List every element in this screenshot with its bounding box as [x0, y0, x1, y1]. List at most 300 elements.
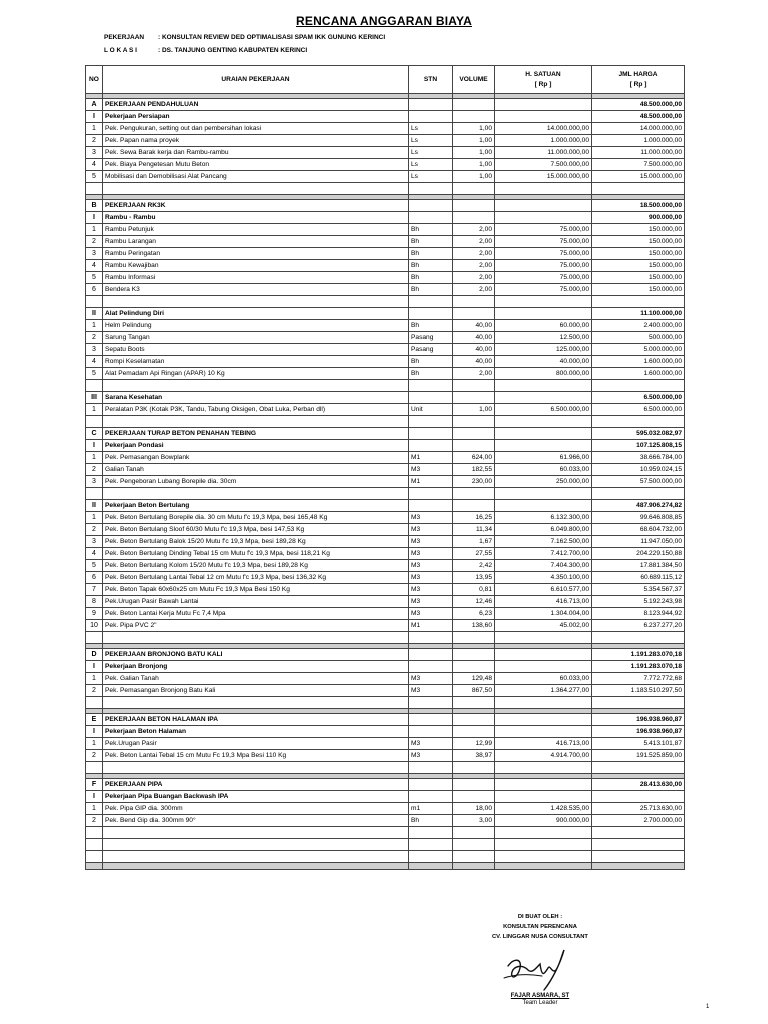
cell-volume: [453, 428, 495, 440]
cell-uraian: Sarana Kesehatan: [103, 392, 409, 404]
cell-no: [86, 827, 103, 839]
cell-uraian: Sepatu Boots: [103, 344, 409, 356]
cell-stn: [409, 661, 453, 673]
cell-uraian: Pek. Pipa PVC 2": [103, 620, 409, 632]
cell-no: 7: [86, 584, 103, 596]
cell-jml: [592, 839, 685, 851]
cell-stn: [409, 428, 453, 440]
cell-jml: 487.906.274,82: [592, 500, 685, 512]
table-row: [86, 548, 685, 560]
cell-no: [86, 697, 103, 709]
cell-hsatuan: 15.000.000,00: [495, 171, 592, 183]
cell-stn: [409, 726, 453, 738]
cell-uraian: Helm Pelindung: [103, 320, 409, 332]
cell-stn: M3: [409, 750, 453, 762]
cell-stn: [409, 500, 453, 512]
cell-no: 1: [86, 803, 103, 815]
cell-stn: Unit: [409, 404, 453, 416]
cell-uraian: Galian Tanah: [103, 464, 409, 476]
cell-stn: [409, 779, 453, 791]
cell-hsatuan: 75.000,00: [495, 284, 592, 296]
header-uraian: URAIAN PEKERJAAN: [103, 66, 409, 94]
cell-no: [86, 632, 103, 644]
cell-stn: [409, 392, 453, 404]
cell-jml: 1.191.283.070,18: [592, 661, 685, 673]
cell-uraian: Rompi Keselamatan: [103, 356, 409, 368]
cell-volume: [453, 440, 495, 452]
cell-jml: 17.881.384,50: [592, 560, 685, 572]
cell-uraian: Sarung Tangan: [103, 332, 409, 344]
cell-jml: 6.500.000,00: [592, 392, 685, 404]
cell-volume: 3,00: [453, 815, 495, 827]
cell-volume: 624,00: [453, 452, 495, 464]
cell-no: B: [86, 200, 103, 212]
cell-volume: 1,00: [453, 171, 495, 183]
cell-volume: [453, 212, 495, 224]
header-stn: STN: [409, 66, 453, 94]
cell-hsatuan: [495, 440, 592, 452]
cell-jml: 107.125.808,15: [592, 440, 685, 452]
cell-volume: [453, 488, 495, 500]
cell-uraian: Rambu - Rambu: [103, 212, 409, 224]
cell-stn: M3: [409, 524, 453, 536]
cell-volume: [453, 714, 495, 726]
section-row: [86, 779, 685, 791]
cell-no: [86, 416, 103, 428]
meta-lokasi: [104, 47, 307, 54]
cell-uraian: Peralatan P3K (Kotak P3K, Tandu, Tabung Oksigen, Obat Luka, Perban dll): [103, 404, 409, 416]
cell-volume: 0,81: [453, 584, 495, 596]
header-jml: [592, 66, 685, 94]
cell-uraian: Pekerjaan Bronjong: [103, 661, 409, 673]
cell-no: I: [86, 440, 103, 452]
cell-volume: 2,00: [453, 224, 495, 236]
cell-jml: [592, 296, 685, 308]
cell-hsatuan: 14.000.000,00: [495, 123, 592, 135]
cell-jml: [592, 762, 685, 774]
cell-no: [86, 839, 103, 851]
table-row: [86, 224, 685, 236]
cell-jml: 900.000,00: [592, 212, 685, 224]
cell-no: 2: [86, 332, 103, 344]
header-hsatuan-line1: H. SATUAN: [525, 70, 561, 78]
cell-uraian: [103, 863, 409, 870]
cell-uraian: [103, 697, 409, 709]
cell-hsatuan: [495, 839, 592, 851]
cell-jml: 5.192.243,98: [592, 596, 685, 608]
cell-volume: 27,55: [453, 548, 495, 560]
table-row: [86, 464, 685, 476]
cell-uraian: Rambu Peringatan: [103, 248, 409, 260]
cell-stn: [409, 714, 453, 726]
cell-volume: [453, 632, 495, 644]
cell-stn: [409, 839, 453, 851]
signer-role: Team Leader: [522, 1000, 558, 1006]
table-row: [86, 750, 685, 762]
cell-stn: M3: [409, 608, 453, 620]
cell-stn: [409, 827, 453, 839]
cell-volume: 38,97: [453, 750, 495, 762]
cell-no: 2: [86, 236, 103, 248]
cell-stn: [409, 649, 453, 661]
cell-volume: 13,95: [453, 572, 495, 584]
cell-no: [86, 851, 103, 863]
cell-no: 2: [86, 464, 103, 476]
cell-jml: 38.666.784,00: [592, 452, 685, 464]
cell-hsatuan: [495, 212, 592, 224]
cell-hsatuan: [495, 791, 592, 803]
cell-jml: 15.000.000,00: [592, 171, 685, 183]
cell-stn: [409, 697, 453, 709]
section-row: [86, 440, 685, 452]
cell-stn: [409, 212, 453, 224]
signer: [470, 993, 610, 1006]
cell-uraian: Alat Pelindung Diri: [103, 308, 409, 320]
cell-no: [86, 380, 103, 392]
cell-hsatuan: [495, 392, 592, 404]
cell-hsatuan: [495, 726, 592, 738]
cell-jml: 595.032.082,97: [592, 428, 685, 440]
cell-volume: 1,00: [453, 404, 495, 416]
cell-no: [86, 296, 103, 308]
meta-pekerjaan: [104, 34, 385, 41]
cell-no: 2: [86, 815, 103, 827]
page-number: 1: [706, 1004, 710, 1010]
cell-no: [86, 762, 103, 774]
cell-hsatuan: 60.033,00: [495, 464, 592, 476]
cell-uraian: PEKERJAAN PIPA: [103, 779, 409, 791]
cell-jml: 196.938.960,87: [592, 714, 685, 726]
cell-stn: Bh: [409, 320, 453, 332]
cell-stn: Bh: [409, 356, 453, 368]
cell-volume: 40,00: [453, 356, 495, 368]
empty-row: [86, 296, 685, 308]
table-row: [86, 560, 685, 572]
cell-hsatuan: [495, 488, 592, 500]
header-hsatuan: [495, 66, 592, 94]
cell-no: I: [86, 212, 103, 224]
cell-uraian: [103, 416, 409, 428]
cell-jml: [592, 851, 685, 863]
cell-no: 5: [86, 368, 103, 380]
cell-hsatuan: 6.500.000,00: [495, 404, 592, 416]
cell-uraian: Pek. Pengeboran Lubang Borepile dia. 30cm: [103, 476, 409, 488]
cell-uraian: Rambu Kewajiban: [103, 260, 409, 272]
cell-jml: [592, 183, 685, 195]
cell-uraian: Pek. Biaya Pengetesan Mutu Beton: [103, 159, 409, 171]
cell-stn: [409, 183, 453, 195]
cell-volume: 6,23: [453, 608, 495, 620]
cell-volume: 40,00: [453, 332, 495, 344]
table-row: [86, 673, 685, 685]
cell-hsatuan: [495, 308, 592, 320]
cell-jml: 150.000,00: [592, 284, 685, 296]
signer-name: FAJAR ASMARA, ST: [510, 993, 570, 999]
table-row: [86, 452, 685, 464]
cell-stn: M1: [409, 452, 453, 464]
empty-row: [86, 697, 685, 709]
cell-hsatuan: [495, 380, 592, 392]
cell-stn: Bh: [409, 260, 453, 272]
cell-volume: [453, 791, 495, 803]
cell-hsatuan: 125.000,00: [495, 344, 592, 356]
cell-hsatuan: 45.002,00: [495, 620, 592, 632]
cell-no: 6: [86, 284, 103, 296]
cell-no: 2: [86, 750, 103, 762]
empty-row: [86, 762, 685, 774]
cell-uraian: [103, 488, 409, 500]
sign-line3: CV. LINGGAR NUSA CONSULTANT: [492, 934, 588, 940]
header-jml-line1: JML HARGA: [618, 70, 658, 78]
cell-no: 8: [86, 596, 103, 608]
cell-hsatuan: [495, 863, 592, 870]
cell-no: F: [86, 779, 103, 791]
cell-jml: 48.500.000,00: [592, 111, 685, 123]
cell-stn: [409, 632, 453, 644]
cell-stn: M1: [409, 476, 453, 488]
cell-hsatuan: [495, 779, 592, 791]
cell-no: 1: [86, 224, 103, 236]
cell-jml: 60.689.115,12: [592, 572, 685, 584]
cell-uraian: Pekerjaan Beton Halaman: [103, 726, 409, 738]
table-row: [86, 368, 685, 380]
cell-hsatuan: [495, 649, 592, 661]
cell-uraian: Pek. Pemasangan Bronjong Batu Kali: [103, 685, 409, 697]
cell-stn: M3: [409, 673, 453, 685]
cell-hsatuan: [495, 697, 592, 709]
cell-no: [86, 183, 103, 195]
cell-uraian: Pek. Beton Bertulang Balok 15/20 Mutu f'c 19,3 Mpa, besi 189,28 Kg: [103, 536, 409, 548]
cell-stn: [409, 863, 453, 870]
table-row: [86, 260, 685, 272]
sign-line2: KONSULTAN PERENCANA: [503, 924, 577, 930]
cell-volume: 129,48: [453, 673, 495, 685]
cell-no: 1: [86, 673, 103, 685]
cell-volume: 12,46: [453, 596, 495, 608]
cell-jml: 150.000,00: [592, 260, 685, 272]
cell-stn: [409, 380, 453, 392]
cell-uraian: [103, 632, 409, 644]
meta-lokasi-label: L O K A S I: [104, 47, 137, 54]
cell-volume: 1,67: [453, 536, 495, 548]
cell-volume: 1,00: [453, 135, 495, 147]
cell-no: 1: [86, 404, 103, 416]
cell-stn: Pasang: [409, 344, 453, 356]
cell-stn: [409, 851, 453, 863]
cell-uraian: Pek. Beton Bertulang Dinding Tebal 15 cm Mutu f'c 19,3 Mpa, besi 118,21 Kg: [103, 548, 409, 560]
cell-stn: [409, 99, 453, 111]
cell-no: 9: [86, 608, 103, 620]
cell-volume: 2,00: [453, 272, 495, 284]
empty-row: [86, 632, 685, 644]
cell-volume: 12,99: [453, 738, 495, 750]
cell-uraian: Pek. Pemasangan Bowplank: [103, 452, 409, 464]
cell-uraian: Pek. Beton Lantai Kerja Mutu Fc 7,4 Mpa: [103, 608, 409, 620]
cell-no: 1: [86, 320, 103, 332]
cell-hsatuan: [495, 111, 592, 123]
cell-no: 1: [86, 738, 103, 750]
cell-uraian: Mobilisasi dan Demobilisasi Alat Pancang: [103, 171, 409, 183]
cell-hsatuan: 6.132.300,00: [495, 512, 592, 524]
cell-volume: 1,00: [453, 123, 495, 135]
cell-jml: 150.000,00: [592, 272, 685, 284]
cell-stn: m1: [409, 803, 453, 815]
cell-uraian: PEKERJAAN RK3K: [103, 200, 409, 212]
cell-hsatuan: [495, 200, 592, 212]
cell-no: 3: [86, 476, 103, 488]
cell-volume: [453, 661, 495, 673]
cell-jml: 6.237.277,20: [592, 620, 685, 632]
cell-volume: 2,00: [453, 248, 495, 260]
cell-no: 6: [86, 572, 103, 584]
cell-hsatuan: 416.713,00: [495, 738, 592, 750]
cell-uraian: Pekerjaan Pondasi: [103, 440, 409, 452]
cell-stn: Ls: [409, 159, 453, 171]
cell-stn: M3: [409, 584, 453, 596]
cell-volume: 40,00: [453, 344, 495, 356]
cell-no: 5: [86, 560, 103, 572]
cell-jml: 1.600.000,00: [592, 356, 685, 368]
cell-uraian: [103, 183, 409, 195]
section-row: [86, 726, 685, 738]
budget-table: [85, 65, 685, 870]
cell-jml: 1.183.510.297,50: [592, 685, 685, 697]
cell-hsatuan: 75.000,00: [495, 272, 592, 284]
cell-uraian: Pek. Beton Lantai Tebal 15 cm Mutu Fc 19,3 Mpa Besi 110 Kg: [103, 750, 409, 762]
section-row: [86, 500, 685, 512]
cell-stn: [409, 791, 453, 803]
cell-stn: M1: [409, 620, 453, 632]
cell-stn: M3: [409, 685, 453, 697]
handwritten-signature: [500, 944, 575, 992]
cell-jml: 1.191.283.070,18: [592, 649, 685, 661]
cell-jml: 14.000.000,00: [592, 123, 685, 135]
cell-volume: [453, 697, 495, 709]
cell-stn: Ls: [409, 135, 453, 147]
cell-hsatuan: 1.000.000,00: [495, 135, 592, 147]
cell-stn: Pasang: [409, 332, 453, 344]
cell-stn: M3: [409, 560, 453, 572]
cell-uraian: Pekerjaan Beton Bertulang: [103, 500, 409, 512]
cell-volume: [453, 726, 495, 738]
cell-no: I: [86, 726, 103, 738]
table-row: [86, 320, 685, 332]
cell-volume: [453, 200, 495, 212]
cell-volume: [453, 500, 495, 512]
cell-stn: M3: [409, 738, 453, 750]
cell-no: 4: [86, 260, 103, 272]
cell-stn: [409, 440, 453, 452]
empty-row: [86, 183, 685, 195]
cell-stn: Bh: [409, 224, 453, 236]
cell-stn: Bh: [409, 368, 453, 380]
cell-hsatuan: 75.000,00: [495, 260, 592, 272]
cell-no: A: [86, 99, 103, 111]
table-row: [86, 803, 685, 815]
table-row: [86, 284, 685, 296]
table-row: [86, 608, 685, 620]
cell-hsatuan: 60.000,00: [495, 320, 592, 332]
cell-uraian: Pekerjaan Persiapan: [103, 111, 409, 123]
cell-uraian: [103, 380, 409, 392]
cell-jml: 2.400.000,00: [592, 320, 685, 332]
cell-hsatuan: 60.033,00: [495, 673, 592, 685]
cell-jml: 6.500.000,00: [592, 404, 685, 416]
cell-uraian: Pekerjaan Pipa Buangan Backwash IPA: [103, 791, 409, 803]
meta-pekerjaan-label: PEKERJAAN: [104, 34, 145, 41]
cell-volume: [453, 380, 495, 392]
cell-hsatuan: 900.000,00: [495, 815, 592, 827]
table-row: [86, 344, 685, 356]
cell-no: 2: [86, 685, 103, 697]
table-row: [86, 620, 685, 632]
cell-volume: [453, 392, 495, 404]
cell-no: [86, 488, 103, 500]
section-row: [86, 308, 685, 320]
signature-block: [470, 912, 610, 942]
cell-hsatuan: [495, 827, 592, 839]
cell-jml: 48.500.000,00: [592, 99, 685, 111]
cell-jml: 11.100.000,00: [592, 308, 685, 320]
table-row: [86, 332, 685, 344]
cell-uraian: Pek. Beton Bertulang Kolom 15/20 Mutu f'c 19,3 Mpa, besi 189,28 Kg: [103, 560, 409, 572]
cell-hsatuan: [495, 428, 592, 440]
cell-jml: 7.772.772,68: [592, 673, 685, 685]
cell-volume: [453, 779, 495, 791]
cell-stn: Ls: [409, 171, 453, 183]
table-row: [86, 685, 685, 697]
cell-hsatuan: 7.412.700,00: [495, 548, 592, 560]
cell-hsatuan: [495, 661, 592, 673]
cell-uraian: Pek. Pipa GIP dia. 300mm: [103, 803, 409, 815]
cell-jml: 57.500.000,00: [592, 476, 685, 488]
cell-no: 3: [86, 248, 103, 260]
cell-volume: [453, 183, 495, 195]
cell-stn: Bh: [409, 248, 453, 260]
cell-uraian: Pek. Pengukuran, setting out dan pembersihan lokasi: [103, 123, 409, 135]
cell-jml: 191.525.859,00: [592, 750, 685, 762]
cell-hsatuan: 40.000,00: [495, 356, 592, 368]
cell-no: 3: [86, 536, 103, 548]
cell-hsatuan: [495, 632, 592, 644]
cell-no: 3: [86, 344, 103, 356]
table-row: [86, 512, 685, 524]
cell-jml: 99.646.808,85: [592, 512, 685, 524]
table-row: [86, 524, 685, 536]
empty-row: [86, 851, 685, 863]
cell-uraian: Pek. Bend Gip dia. 300mm 90°: [103, 815, 409, 827]
cell-stn: [409, 308, 453, 320]
cell-jml: 18.500.000,00: [592, 200, 685, 212]
cell-no: 1: [86, 123, 103, 135]
cell-stn: M3: [409, 464, 453, 476]
table-header-row: [86, 66, 685, 94]
section-row: [86, 111, 685, 123]
cell-stn: Ls: [409, 123, 453, 135]
cell-volume: [453, 111, 495, 123]
cell-hsatuan: 6.610.577,00: [495, 584, 592, 596]
cell-volume: [453, 762, 495, 774]
table-row: [86, 404, 685, 416]
cell-no: 10: [86, 620, 103, 632]
cell-uraian: [103, 851, 409, 863]
meta-pekerjaan-value: : KONSULTAN REVIEW DED OPTIMALISASI SPAM IKK GUNUNG KERINCI: [158, 34, 386, 41]
cell-jml: 11.947.050,00: [592, 536, 685, 548]
cell-hsatuan: [495, 500, 592, 512]
cell-uraian: Pek. Beton Bertulang Lantai Tebal 12 cm Mutu f'c 19,3 Mpa, besi 136,32 Kg: [103, 572, 409, 584]
cell-uraian: Pek.Urugan Pasir: [103, 738, 409, 750]
cell-jml: [592, 416, 685, 428]
